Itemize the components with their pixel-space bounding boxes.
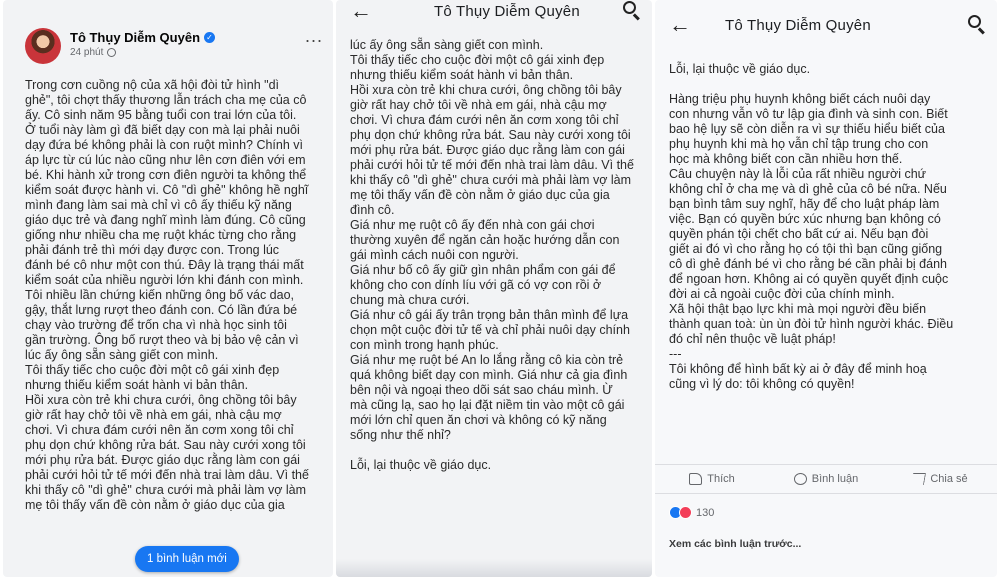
globe-icon xyxy=(107,48,116,57)
post-line: chơi. Vì chưa đám cưới nên ăn cơm xong tôi chỉ xyxy=(25,423,294,437)
post-line: dạy đứa bé không phải là con ruột mình? Chính vì xyxy=(25,138,303,152)
post-line: kiểm soát của nhiều người lớn khi đánh con mình. xyxy=(25,273,304,287)
post-line: thường xuyên để ngăn cản hoặc hướng dẫn con xyxy=(350,233,620,247)
post-screenshot-3 xyxy=(655,0,997,577)
post-line: Hồi xưa còn trẻ khi chưa cưới, ông chồng tôi bây xyxy=(350,83,622,97)
post-screenshot-1 xyxy=(3,0,333,577)
comment-bubble-icon xyxy=(794,473,807,485)
top-bar xyxy=(336,0,652,36)
post-line: quyền phán tội chết cho bất cứ ai. Nếu bạn đòi xyxy=(669,227,929,241)
post-line: Giá như bố cô ấy giữ gìn nhân phẩm con gái để xyxy=(350,263,616,277)
post-header xyxy=(25,28,215,64)
post-line: giết ai đó vì cho rằng họ có tội thì bạn cũng giống xyxy=(669,242,943,256)
post-line: Hàng triệu phụ huynh không biết cách nuôi dạy xyxy=(669,92,931,106)
post-line: phụ dọn chứ không rửa bát. Sau này cưới xong tôi xyxy=(25,438,306,452)
post-line: bé. Khi hành xử trong cơn điên người ta không thể xyxy=(25,168,307,182)
love-reaction-icon xyxy=(679,506,692,519)
post-line: bao hệ lụy sẽ còn diễn ra vì sự thiếu hiểu biết của xyxy=(669,122,945,136)
post-line: mới phụ rửa bát. Được giáo dục rằng làm con gái xyxy=(25,453,300,467)
author-name[interactable]: Tô Thụy Diễm Quyên xyxy=(70,30,201,45)
post-line: chạy vào trường để trốn cha vì nhà học sinh tôi xyxy=(25,318,287,332)
post-line: gần trường. Ông bố rượt theo và bị bảo vệ cản vì xyxy=(25,333,299,347)
post-actions-bar xyxy=(655,464,997,494)
post-line: giống như nhiều cha mẹ ruột khác từng cho rằng xyxy=(25,228,297,242)
post-line: đó chỉ nên thuộc về luật pháp! xyxy=(669,332,836,346)
post-line: kiểm soát được hành vi. Cô "dì ghẻ" không hề nghĩ xyxy=(25,183,309,197)
post-line xyxy=(669,77,991,92)
comment-button[interactable] xyxy=(769,473,883,485)
post-line: mẹ tôi thấy vấn đề còn nằm ở giáo dục của gia xyxy=(25,498,285,512)
post-line: để ngoan hơn. Không ai có quyền quyết định cuộc xyxy=(669,272,949,286)
post-line: lúc ấy ông sẵn sàng giết con mình. xyxy=(25,348,219,362)
search-icon[interactable] xyxy=(967,14,987,34)
post-screenshot-2 xyxy=(336,0,652,577)
page-title: Tô Thụy Diễm Quyên xyxy=(434,2,580,20)
post-line: mình đang làm sai mà chỉ vì cô ấy thiếu kỹ năng xyxy=(25,198,292,212)
post-line: Tôi nhiều lần chứng kiến những ông bố vác dao, xyxy=(25,288,295,302)
back-arrow-icon[interactable]: ← xyxy=(669,12,691,37)
post-line: Ở tuổi này làm gì đã biết dạy con mà lại phải nuôi xyxy=(25,123,300,137)
post-line xyxy=(350,443,646,458)
post-line: cô dì ghẻ đánh bé vì cho rằng bé cần phải bị đánh xyxy=(669,257,947,271)
verified-badge-icon: ✓ xyxy=(204,32,215,43)
like-label: Thích xyxy=(707,473,735,485)
post-line: phải đánh trẻ thì mới dạy được con. Trong lúc xyxy=(25,243,280,257)
like-button[interactable] xyxy=(655,473,769,485)
post-line: Hồi xưa còn trẻ khi chưa cưới, ông chồng tôi bây xyxy=(25,393,297,407)
post-line: bên nội và ngoại theo dõi sát sao cháu mình. Ừ xyxy=(350,383,613,397)
post-line: con mình trong hạnh phúc. xyxy=(350,338,499,352)
post-body xyxy=(25,78,321,513)
comment-label: Bình luận xyxy=(811,473,859,485)
post-line: không cho con dính líu với gã có vợ con rồi ở xyxy=(350,278,602,292)
post-line: --- xyxy=(669,347,682,361)
share-button[interactable] xyxy=(883,473,997,485)
post-line: không chỉ ở cha mẹ và dì ghẻ của cô bé nữa. Nếu xyxy=(669,182,947,196)
post-line: mới phụ rửa bát. Được giáo dục rằng làm con gái xyxy=(350,143,625,157)
post-line: phụ huynh khi mà họ vẫn chỉ tập trung cho con xyxy=(669,137,929,151)
view-previous-comments-link[interactable]: Xem các bình luận trước... xyxy=(669,538,802,550)
page-title: Tô Thụy Diễm Quyên xyxy=(725,16,871,34)
post-line: Lỗi, lại thuộc về giáo dục. xyxy=(669,62,811,76)
post-line: ấy. Cô sinh năm 95 bằng tuổi con trai lớn của tôi. xyxy=(25,108,297,122)
post-line: cũng vì lý do: tôi không có quyền! xyxy=(669,377,855,391)
post-line: học mà không biết con cần nhiều hơn thế. xyxy=(669,152,903,166)
post-line: Giá như mẹ ruột bé An lo lắng rằng cô kia còn trẻ xyxy=(350,353,624,367)
post-body xyxy=(669,62,991,392)
post-line: giáo dục trẻ và đang nghĩ mình làm đúng. Cô cũng xyxy=(25,213,306,227)
top-bar xyxy=(655,0,997,50)
post-line: mẹ tôi thấy vấn đề còn nằm ở giáo dục của gia xyxy=(350,188,610,202)
post-line: đánh bé cô như một con thú. Đây là trạng thái mất xyxy=(25,258,304,272)
post-line: mà cũng lạ, sao họ lại đặt niềm tin vào một cô gái xyxy=(350,398,625,412)
post-time[interactable]: 24 phút xyxy=(70,47,104,58)
post-line: khi thấy cô "dì ghẻ" chưa cưới mà phải làm vợ làm xyxy=(25,483,307,497)
post-body xyxy=(350,38,646,473)
post-line: Tôi không để hình bất kỳ ai ở đây để minh hoạ xyxy=(669,362,927,376)
post-line: sống như thế nhỉ? xyxy=(350,428,451,442)
thumbs-up-icon xyxy=(689,473,702,485)
post-line: phải cưới hỏi tử tế mới đến nhà trai làm dâu. Vì thế xyxy=(350,158,634,172)
share-arrow-icon xyxy=(911,473,926,485)
post-line: Câu chuyện này là lỗi của rất nhiều người chứ xyxy=(669,167,927,181)
post-line: đình cô. xyxy=(350,203,395,217)
more-options-button[interactable]: ... xyxy=(304,26,323,46)
avatar[interactable] xyxy=(25,28,61,64)
post-line: việc. Bạn có quyền bức xúc nhưng bạn không có xyxy=(669,212,941,226)
post-line: bạn bình tâm suy nghĩ, hãy để cho luật pháp làm xyxy=(669,197,940,211)
post-line: đời ai cả ngoài cuộc đời của chính mình. xyxy=(669,287,895,301)
share-label: Chia sẻ xyxy=(930,473,968,485)
post-line: ghẻ", tôi chợt thấy thương lẫn trách cha mẹ của cô xyxy=(25,93,307,107)
post-line: chọn một cuộc đời tử tế và chỉ phải nuôi dạy chính xyxy=(350,323,630,337)
post-line: gậy, thắt lưng rượt theo đánh con. Có lần đứa bé xyxy=(25,303,298,317)
post-line: gái mình cách nuôi con người. xyxy=(350,248,519,262)
post-line: áp lực từ cú lúc nào cũng như lên cơn điên với em xyxy=(25,153,306,167)
search-icon[interactable] xyxy=(622,0,642,20)
reaction-summary[interactable] xyxy=(669,506,714,519)
post-line: con nhưng vẫn vô tư lập gia đình và sinh con. Biết xyxy=(669,107,948,121)
post-line: khi thấy cô "dì ghẻ" chưa cưới mà phải làm vợ làm xyxy=(350,173,632,187)
reaction-count: 130 xyxy=(696,506,715,519)
post-line: mới lớn chỉ quen ăn chơi và không có kỹ năng xyxy=(350,413,607,427)
post-line: Tôi thấy tiếc cho cuộc đời một cô gái xinh đẹp xyxy=(350,53,605,67)
post-line: phụ dọn chứ không rửa bát. Sau này cưới xong tôi xyxy=(350,128,631,142)
post-line: Giá như mẹ ruột cô ấy đến nhà con gái chơi xyxy=(350,218,595,232)
post-line: Giá như cô gái ấy trân trọng bản thân mình để lựa xyxy=(350,308,629,322)
post-line: chung mà chưa cưới. xyxy=(350,293,470,307)
post-line: giờ rất hay chở tôi về nhà em gái, nhà cậu mợ xyxy=(350,98,607,112)
post-line: Trong cơn cuồng nộ của xã hội đòi tử hình "dì xyxy=(25,78,280,92)
post-line: giờ rất hay chở tôi về nhà em gái, nhà cậu mợ xyxy=(25,408,282,422)
post-line: Lỗi, lại thuộc về giáo dục. xyxy=(350,458,492,472)
post-line: Xã hội thật bạo lực khi mà mọi người đều biến xyxy=(669,302,927,316)
post-line: lúc ấy ông sẵn sàng giết con mình. xyxy=(350,38,544,52)
back-arrow-icon[interactable]: ← xyxy=(350,0,372,23)
bottom-blur xyxy=(336,559,652,577)
post-line: phải cưới hỏi tử tế mới đến nhà trai làm dâu. Vì thế xyxy=(25,468,309,482)
post-line: nhưng thiếu kiểm soát hành vi bản thân. xyxy=(25,378,249,392)
post-line: chơi. Vì chưa đám cưới nên ăn cơm xong tôi chỉ xyxy=(350,113,619,127)
post-line: quá không biết dạy con mình. Giá như cả gia đình xyxy=(350,368,628,382)
post-line: Tôi thấy tiếc cho cuộc đời một cô gái xinh đẹp xyxy=(25,363,280,377)
post-line: nhưng thiếu kiểm soát hành vi bản thân. xyxy=(350,68,574,82)
new-comments-button[interactable]: 1 bình luận mới xyxy=(135,546,239,572)
post-line: thành quan toà: ùn ùn đòi tử hình người khác. Điều xyxy=(669,317,954,331)
